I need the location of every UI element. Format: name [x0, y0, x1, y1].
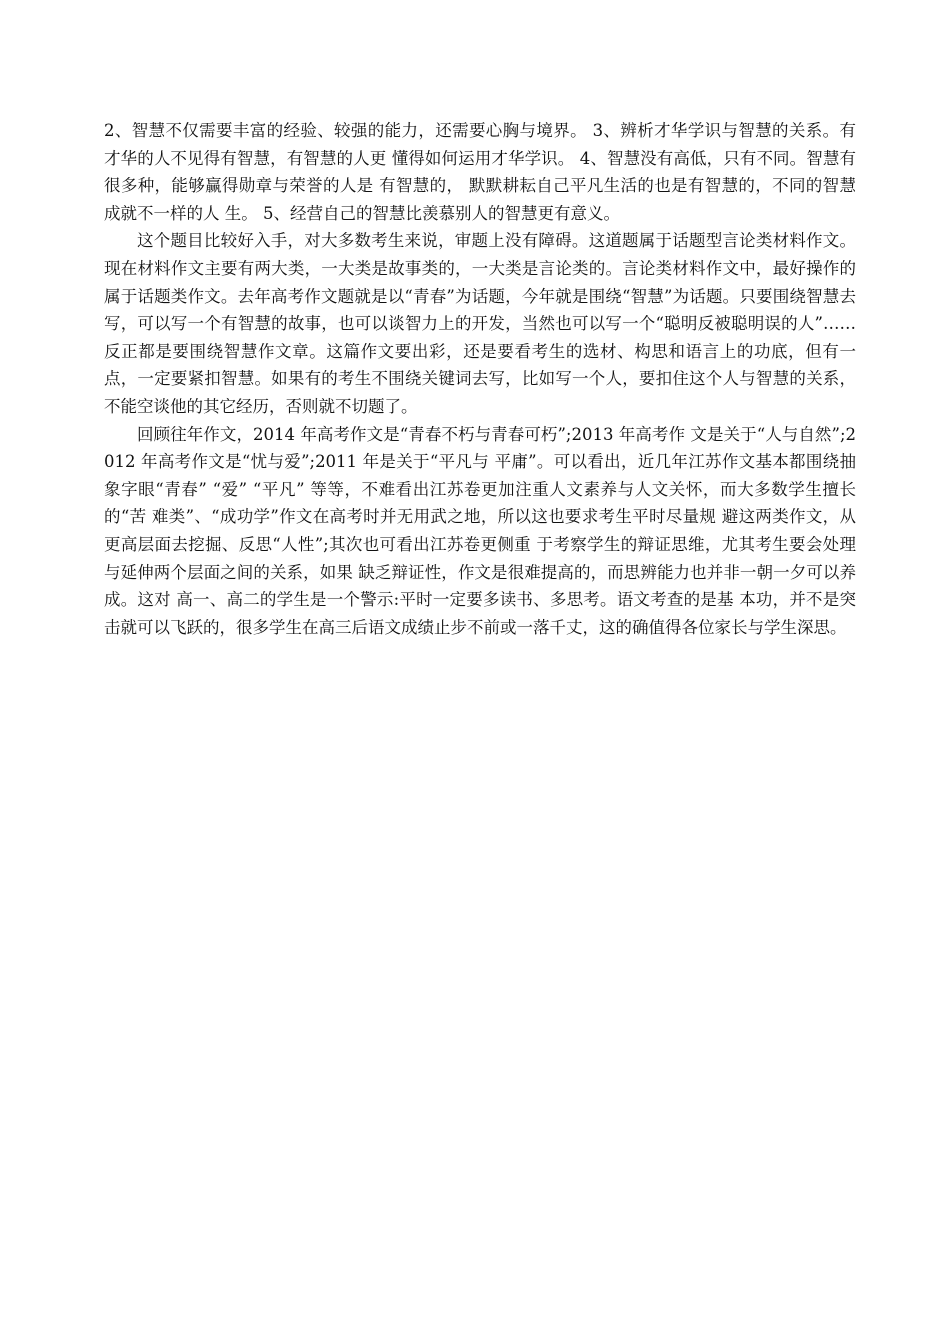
- paragraph-1: 2、智慧不仅需要丰富的经验、较强的能力，还需要心胸与境界。 3、辨析才华学识与智慧的关系。有才华的人不见得有智慧，有智慧的人更 懂得如何运用才华学识。 4、智慧没有高低，只有不同。智慧有很多种，能够赢得勋章与荣誉的人是 有智慧的， 默默耕耘自己平凡生活的也是有智慧的，不同的智慧成就不一样的人 生。 5、经营自己的智慧比羡慕别人的智慧更有意义。: [104, 121, 856, 223]
- paragraph-2: 这个题目比较好入手，对大多数考生来说，审题上没有障碍。这道题属于话题型言论类材料作文。现在材料作文主要有两大类，一大类是故事类的，一大类是言论类的。言论类材料作文中，最好操作的属于话题类作文。去年高考作文题就是以“青春”为话题，今年就是围绕“智慧”为话题。只要围绕智慧去写，可以写一个有智慧的故事，也可以谈智力上的开发，当然也可以写一个“聪明反被聪明误的人”……反正都是要围绕智慧作文章。这篇作文要出彩，还是要看考生的选材、构思和语言上的功底，但有一点，一定要紧扣智慧。如果有的考生不围绕关键词去写，比如写一个人，要扣住这个人与智慧的关系，不能空谈他的其它经历，否则就不切题了。: [104, 231, 856, 416]
- paragraph-3: 回顾往年作文，2014 年高考作文是“青春不朽与青春可朽”;2013 年高考作 文是关于“人与自然”;2012 年高考作文是“忧与爱”;2011 年是关于“平凡与 平庸”。可以看出，近几年江苏作文基本都围绕抽象字眼“青春” “爱” “平凡” 等等，不难看出江苏卷更加注重人文素养与人文关怀，而大多数学生擅长的“苦 难类”、“成功学”作文在高考时并无用武之地，所以这也要求考生平时尽量规 避这两类作文，从更高层面去挖掘、反思“人性”;其次也可看出江苏卷更侧重 于考察学生的辩证思维，尤其考生要会处理与延伸两个层面之间的关系，如果 缺乏辩证性，作文是很难提高的，而思辨能力也并非一朝一夕可以养成。这对 高一、高二的学生是一个警示:平时一定要多读书、多思考。语文考查的是基 本功，并不是突击就可以飞跃的，很多学生在高三后语文成绩止步不前或一落千丈，这的确值得各位家长与学生深思。: [104, 424, 856, 637]
- document-body: [104, 117, 856, 641]
